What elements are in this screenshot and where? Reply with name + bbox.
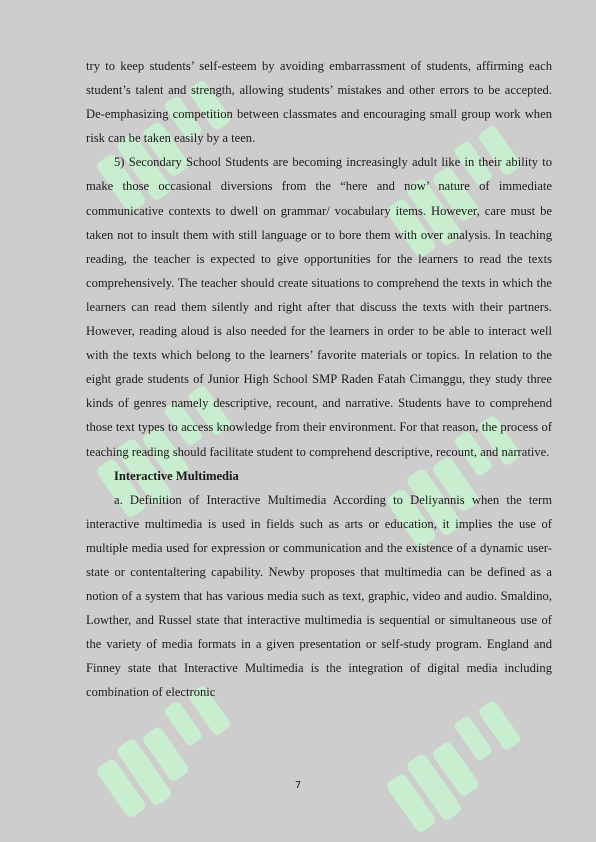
section-heading: Interactive Multimedia <box>114 468 239 483</box>
paragraph-self-esteem: try to keep students’ self-esteem by avoiding embarrassment of students, affirming each student’s talent and strength, allowing students’ mistakes and other errors to be accepted. De-emphasizing competition between classmates and encouraging small group work when risk can be taken easily by a teen. <box>86 59 552 146</box>
paragraph-multimedia-definition: a. Definition of Interactive Multimedia According to Deliyannis when the term interactive multimedia is used in fields such as arts or education, it implies the use of multiple media used for expression or communication and the existence of a dynamic user-state or contentaltering capability. Newby proposes that multimedia can be defined as a notion of a system that has various media such as text, graphic, video and audio. Smaldino, Lowther, and Russel state that interactive multimedia is sequential or simultaneous use of the variety of media formats in a given presentation or self-study program. England and Finney state that Interactive Multimedia is the integration of digital media including combination of electronic <box>86 492 552 700</box>
paragraph-secondary-school: 5) Secondary School Students are becoming increasingly adult like in their ability to make those occasional diversions from the “here and now’ nature of immediate communicative contexts to dwell on grammar/ vocabulary items. However, care must be taken not to insult them with still language or to bore them with over analysis. In teaching reading, the teacher is expected to give opportunities for the learners to read the texts comprehensively. The teacher should create situations to comprehend the texts in which the learners can read them silently and right after that discuss the texts with their partners. However, reading aloud is also needed for the learners in order to be able to interact well with the texts which belong to the learners’ favorite materials or topics. In relation to the eight grade students of Junior High School SMP Raden Fatah Cimanggu, they study three kinds of genres namely descriptive, recount, and narrative. Students have to comprehend those text types to access knowledge from their environment. For that reason, the process of teaching reading should facilitate student to comprehend descriptive, recount, and narrative. <box>86 155 552 459</box>
body-text <box>86 54 552 705</box>
page-number: 7 <box>294 780 302 791</box>
